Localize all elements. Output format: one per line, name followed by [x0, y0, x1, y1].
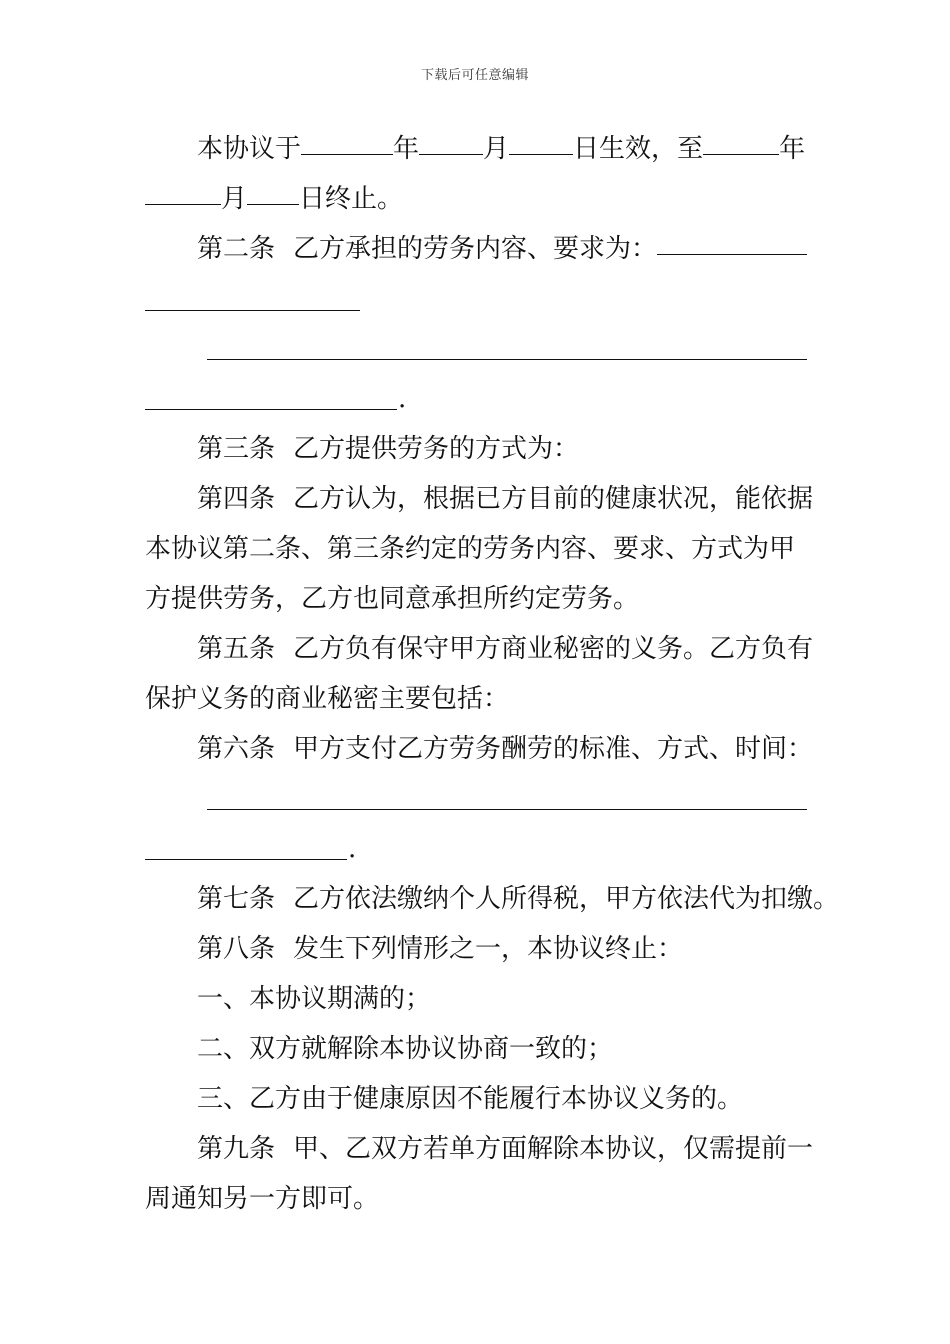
article-8-title: 第八条 [197, 934, 276, 964]
article-2-blank-line-3[interactable] [145, 408, 397, 410]
article-5-line-2: 保护义务的商业秘密主要包括： [145, 684, 510, 714]
article-3 [197, 424, 579, 474]
article-8-item-1: 一、本协议期满的； [197, 984, 432, 1014]
article-4-text-1: 乙方认为，根据已方目前的健康状况，能依据 [293, 484, 814, 514]
article-4-title: 第四条 [197, 484, 276, 514]
article-7-title: 第七条 [197, 884, 276, 914]
article-2-end-mark: . [398, 384, 407, 414]
article-2-title: 第二条 [197, 234, 276, 264]
article-5-text-1: 乙方负有保守甲方商业秘密的义务。乙方负有 [293, 634, 814, 664]
end-month-blank[interactable] [145, 178, 221, 205]
article-9-line-2: 周通知另一方即可。 [145, 1184, 380, 1214]
article-6-blank-line-2[interactable] [145, 858, 347, 860]
start-month-label: 月 [483, 134, 510, 164]
article-6-end-mark: . [348, 834, 357, 864]
article-3-text: 乙方提供劳务的方式为： [293, 434, 580, 464]
article-2-blank-line-2[interactable] [207, 358, 807, 360]
article-6-blank-line-1[interactable] [207, 808, 807, 810]
article-6-text: 甲方支付乙方劳务酬劳的标准、方式、时间： [293, 734, 814, 764]
effective-date-line [197, 124, 805, 174]
end-year-blank[interactable] [703, 128, 779, 155]
article-2 [197, 224, 807, 274]
article-4-line-1 [197, 474, 813, 524]
page-header-note: 下载后可任意编辑 [420, 68, 529, 83]
start-year-blank[interactable] [301, 128, 393, 155]
article-4-line-2: 本协议第二条、第三条约定的劳务内容、要求、方式为甲 [145, 534, 796, 564]
article-3-title: 第三条 [197, 434, 276, 464]
article-8 [197, 924, 683, 974]
article-5-title: 第五条 [197, 634, 276, 664]
article-9-text-1: 甲、乙双方若单方面解除本协议，仅需提前一 [293, 1134, 814, 1164]
start-year-label: 年 [393, 134, 420, 164]
article-8-text: 发生下列情形之一，本协议终止： [293, 934, 684, 964]
article-9-title: 第九条 [197, 1134, 276, 1164]
end-day-blank[interactable] [247, 178, 299, 205]
effective-start-label: 本协议于 [197, 134, 302, 164]
article-2-text: 乙方承担的劳务内容、要求为： [293, 234, 658, 264]
start-day-label: 日生效，至 [573, 134, 704, 164]
article-7-text: 乙方依法缴纳个人所得税，甲方依法代为扣缴。 [293, 884, 840, 914]
article-8-item-3: 三、乙方由于健康原因不能履行本协议义务的。 [197, 1084, 744, 1114]
article-5-line-1 [197, 624, 813, 674]
end-month-label: 月 [221, 184, 248, 214]
article-2-blank-inline[interactable] [657, 228, 807, 255]
start-month-blank[interactable] [419, 128, 483, 155]
article-4-line-3: 方提供劳务，乙方也同意承担所约定劳务。 [145, 584, 640, 614]
article-8-item-2: 二、双方就解除本协议协商一致的； [197, 1034, 614, 1064]
end-year-label: 年 [779, 134, 806, 164]
article-6-title: 第六条 [197, 734, 276, 764]
article-2-blank-line-1[interactable] [145, 309, 360, 311]
termination-date-line [145, 174, 403, 224]
start-day-blank[interactable] [509, 128, 573, 155]
end-day-label: 日终止。 [299, 184, 404, 214]
article-6 [197, 724, 813, 774]
article-7 [197, 874, 839, 924]
article-9-line-1 [197, 1124, 813, 1174]
